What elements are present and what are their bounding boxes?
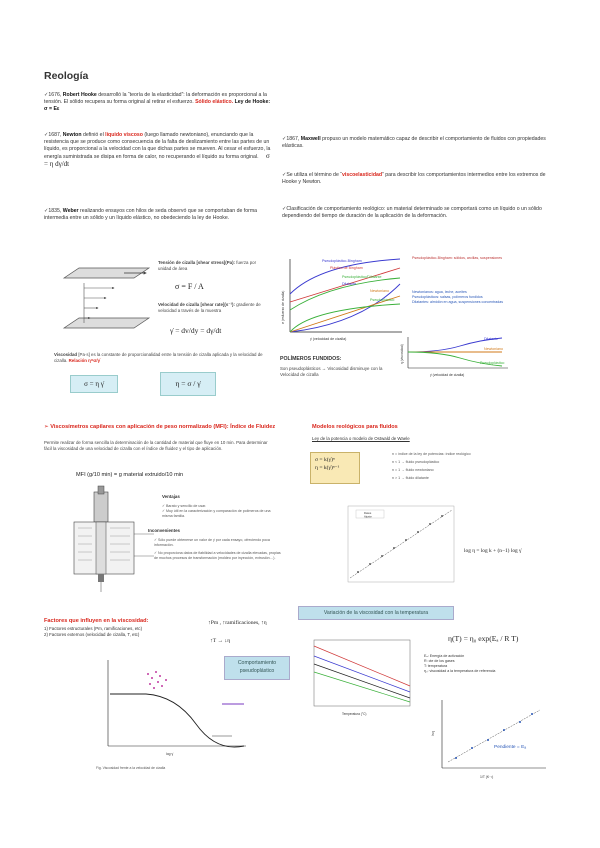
polymers-text: Son pseudoplásticos → Viscosidad disminuye con la Velocidad de cizalla	[280, 366, 383, 377]
power-law-loglog-chart	[334, 502, 458, 594]
legend-item: Ajuste	[364, 514, 372, 519]
temperature-items: Eₐ: Energía de activación R: cte de los gases T: temperatura η₀: viscosidad a la temperatura de referencia	[424, 654, 496, 673]
series-label: Pseudoplástico-Bingham	[322, 259, 362, 263]
arrhenius-slope: Pendiente = Eₐ	[494, 745, 527, 750]
polymers-title: POLÍMEROS FUNDIDOS:	[280, 356, 342, 362]
models-subtitle: Ley de la potencia o modelo de Ostwald de Waele	[312, 436, 410, 441]
flow-curves-chart	[280, 254, 408, 344]
tension-formula: σ = F / A	[175, 282, 204, 291]
temperature-xlabel: Temperatura (°C)	[342, 712, 367, 716]
temperature-box: Variación de la viscosidad con la temperatura	[298, 606, 454, 620]
parallel-plates-diagram	[54, 258, 154, 348]
newton-paragraph: ✓1687, Newton definió el líquido viscoso (luego llamado newtoniano), enunciando que la resistencia que se produce como consecuencia de la falta de deslizamiento entre las partes de un líquido, es proporcional a la velocidad con la que dichas partes se mueven. Al cesar el esfuerzo, la energía suministrada se disipa en forma de calor, no recuperando el líquido su forma original. σ = η dγ/dt	[44, 132, 271, 168]
factors-caption: Fig. Viscosidad frente a la velocidad de cizalla	[96, 766, 166, 770]
hooke-paragraph: ✓1676, Robert Hooke desarrolló la “teoría de la elasticidad”: la deformación es proporcional a la tensión. El sólido recupera su forma original al retirar el esfuerzo. Sólido elástico. Ley de Hooke: σ = Eε	[44, 92, 271, 112]
arrhenius-ylabel: ln η	[431, 730, 435, 736]
classification-paragraph: ✓Clasificación de comportamiento reológico: un material determinado se comportará como un líquido o un sólido dependiendo del tiempo de duración de la aplicación de la deformación.	[282, 206, 542, 219]
visc-xlabel: γ̇ (velocidad de cizalla)	[430, 373, 465, 377]
mfi-apparatus-diagram	[64, 484, 156, 594]
mfi-disadvantages-list: ✓ Sólo puede obtenerse un valor de γ̇ por cada ensayo, ofreciendo poca información. ✓ No proporciona datos de fiabilidad a velocidades de cizalla elevadas, propias de muchos procesos de transformación (moldeo por inyección, extrusión…).	[154, 538, 281, 560]
visc-label: Newtoniano	[484, 347, 503, 351]
viscosity-curves-chart	[400, 334, 512, 378]
legend-item: Datos	[364, 511, 372, 515]
mfi-formula: MFI (g/10 min) = g material extruido/10 min	[76, 472, 184, 478]
series-label: Plástico de Bingham	[330, 266, 363, 270]
shear-rate-label: Velocidad de cizalla [shear rate](s⁻¹): gradiente de velocidad a través de la muestra	[158, 302, 261, 313]
series-label: Newtoniano	[370, 289, 389, 293]
arrhenius-chart	[432, 696, 552, 784]
factors-title: Factores que influyen en la viscosidad:	[44, 618, 149, 624]
flow-xlabel: γ̇ (velocidad de cizalla)	[310, 337, 347, 341]
arrhenius-xlabel: 1/T (K⁻¹)	[480, 775, 494, 779]
shear-rate-formula: γ̇ = dv/dy = dγ/dt	[170, 326, 222, 335]
log-formula: log η = log k + (n−1) log γ̇	[464, 548, 522, 554]
page-title: Reología	[44, 70, 89, 82]
visc-ylabel: η (viscosidad)	[400, 344, 404, 364]
flow-note-top: Pseudoplástico-Bingham: sólidos, arcillas, suspensiones	[412, 256, 503, 260]
viscoelasticity-paragraph: ✓Se utiliza el término de “viscoelasticidad” para describir los comportamientos intermedios entre los extremos de Hooke y Newton.	[282, 172, 546, 185]
factors-temp: ↑T → ↓η	[210, 638, 231, 644]
viscosity-formula-a: σ = η γ̇	[70, 375, 118, 393]
power-law-items: n = índice de la ley de potencias: índice reológico n < 1 → fluido pseudoplástico n = 1 → fluido newtoniano n > 1 → fluido dilatante	[392, 452, 471, 480]
factors-pm: ↑Pm , ↑ramificaciones, ↑η	[208, 620, 267, 626]
data-points	[147, 671, 167, 689]
pseudoplastic-box: Comportamiento pseudoplástico	[224, 656, 290, 680]
factors-list: 1) Factores estructurales (Pm, ramificaciones, etc) 2) Factores externos (velocidad de cizalla, T, etc)	[44, 626, 143, 637]
models-title: Modelos reológicos para fluidos	[312, 424, 398, 430]
power-law-formulas: σ = k(γ̇)ⁿ η = k(γ̇)ⁿ⁻¹	[310, 452, 360, 484]
mfi-advantages-list: ✓ Barato y sencillo de usar. ✓ Muy útil en la caracterización y comparación de polímeros de una misma familia.	[162, 504, 271, 518]
maxwell-paragraph: ✓1867, Maxwell propuso un modelo matemático capaz de describir el comportamiento de fluidos con propiedades elásticas.	[282, 136, 546, 149]
weber-paragraph: ✓1835, Weber realizando ensayos con hilos de seda observó que se comportaban de forma intermedia entre un sólido y un líquido elástico, no obedeciendo la ley de Hooke.	[44, 208, 258, 221]
series-label: Dilatante	[342, 282, 357, 286]
visc-label: Pseudoplástico	[480, 361, 505, 365]
mfi-advantages-title: Ventajas	[162, 494, 180, 499]
visc-label: Dilatante	[484, 337, 499, 341]
mfi-disadvantages-title: Inconvenientes	[148, 528, 180, 533]
temperature-viscosity-chart	[306, 636, 414, 720]
viscosity-factors-chart	[96, 654, 252, 758]
factors-xlabel: log γ̇	[166, 752, 174, 756]
series-line	[290, 304, 400, 332]
mfi-text: Permite realizar de forma sencilla la determinación de la cantidad de material que fluye en 10 min. Para determinar fácil la viscosidad de una velocidad de cizalla con el índice de fluidez y el tipo de aplicación.	[44, 440, 268, 451]
series-label: Pseudoplástico	[370, 298, 395, 302]
series-label: Pseudoplástico/Dilatante	[342, 275, 382, 279]
tension-label: Tensión de cizalla [shear stress](Pa): fuerza por unidad de área	[158, 260, 257, 271]
temperature-formula: η(T) = η₀ exp(Eₐ / R T)	[448, 634, 519, 643]
mfi-title: ➢ Viscosímetros capilares con aplicación de peso normalizado (MFI): Índice de Fluidez	[44, 424, 276, 430]
viscosity-formula-b: η = σ / γ̇	[160, 372, 216, 396]
viscosity-definition: Viscosidad [Pa·s] es la constante de proporcionalidad entre la tensión de cizalla aplicada y la velocidad de cizalla. Relación η=σ/γ̇	[54, 352, 263, 363]
flow-notes: Newtonianos: agua, leche, aceites Pseudoplásticos: salsas, polímeros fundidos Dilatantes: almidón en agua, suspensiones concentradas	[412, 290, 504, 304]
flow-ylabel: σ (esfuerzo de cizalla)	[281, 290, 285, 324]
